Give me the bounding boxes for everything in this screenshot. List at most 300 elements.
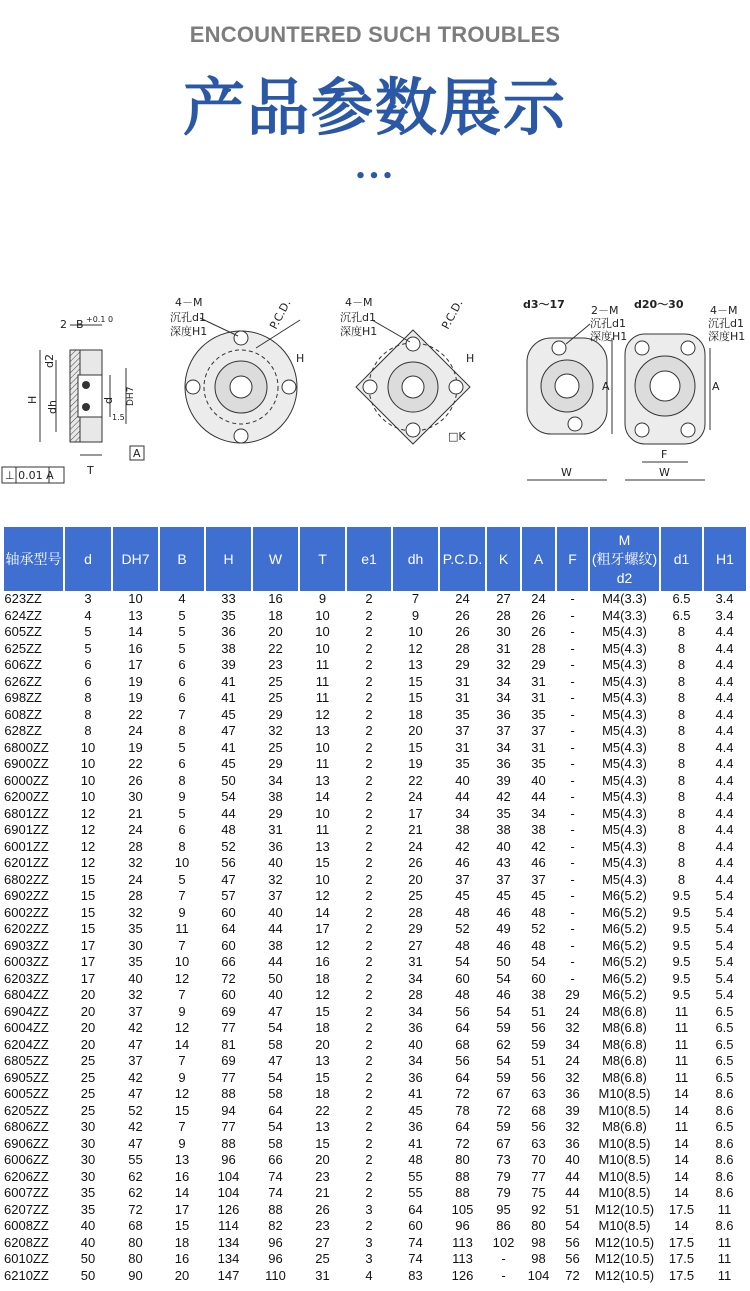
small-m-label: 2－M	[591, 304, 619, 317]
table-cell: 94	[205, 1103, 252, 1120]
large-w-label: W	[659, 466, 670, 479]
table-cell: 9	[159, 1136, 205, 1153]
dots-divider: •••	[354, 166, 396, 187]
table-cell: 5.4	[715, 954, 734, 970]
table-cell: 8.6	[703, 1103, 746, 1120]
table-cell: 4.4	[703, 872, 746, 889]
table-row	[4, 674, 746, 691]
table-cell: 58	[252, 1136, 299, 1153]
table-cell: 90	[112, 1268, 159, 1285]
table-cell: 9.5	[660, 938, 703, 955]
table-cell: 12	[392, 641, 439, 658]
table-cell: 4.4	[715, 789, 734, 805]
table-cell: -	[556, 641, 589, 658]
table-cell: 51	[531, 1053, 546, 1069]
table-cell: M5(4.3)	[602, 822, 647, 838]
table-cell: 15	[392, 674, 439, 691]
table-cell: 88	[221, 1086, 236, 1102]
table-cell: 27	[496, 591, 511, 607]
bearing-model-cell: 6804ZZ	[4, 987, 49, 1003]
table-cell: 47	[221, 723, 236, 739]
table-cell: 40	[521, 773, 556, 790]
table-cell: 64	[455, 1119, 470, 1135]
table-row	[4, 624, 746, 641]
table-cell: 40	[392, 1037, 439, 1054]
table-cell: 20	[64, 1037, 112, 1054]
table-cell: 14	[315, 789, 330, 805]
table-cell: 15	[174, 1218, 190, 1234]
table-cell: 7	[178, 1119, 186, 1135]
table-cell: 16	[315, 954, 330, 970]
table-cell: 2	[346, 740, 392, 757]
table-cell: 8	[660, 707, 703, 724]
table-cell: 19	[408, 756, 423, 772]
table-cell: 14	[674, 1185, 689, 1201]
table-cell: 5	[159, 641, 205, 658]
table-cell: 38	[496, 822, 511, 838]
drawing-canvas	[0, 290, 750, 490]
table-row	[4, 1169, 746, 1186]
square-depth-label: 深度H1	[340, 325, 378, 338]
table-cell: 29	[268, 756, 283, 772]
table-cell: 48	[221, 822, 236, 838]
table-cell: 17	[159, 1202, 205, 1219]
table-cell: 4.4	[703, 674, 746, 691]
table-cell: 2	[365, 756, 373, 772]
table-cell: 5	[84, 624, 92, 640]
table-cell: 25	[64, 1070, 112, 1087]
table-cell: 80	[112, 1235, 159, 1252]
table-cell: 10	[64, 773, 112, 790]
small-flange-drawing	[523, 298, 627, 480]
table-cell: 49	[496, 921, 511, 937]
table-cell: M12(10.5)	[589, 1268, 660, 1285]
table-cell: 31	[299, 1268, 346, 1285]
table-cell: 40	[64, 1235, 112, 1252]
table-cell: 45	[496, 888, 511, 904]
dim-d: d	[102, 397, 115, 404]
table-cell: 40	[80, 1218, 96, 1234]
square-h-label: H	[466, 352, 475, 365]
table-cell: 44	[531, 789, 546, 805]
technical-drawings	[0, 290, 750, 490]
table-cell: 29	[455, 657, 470, 673]
square-pcd-label: P.C.D.	[439, 297, 466, 332]
table-cell: 11	[660, 1070, 703, 1087]
table-cell: 5.4	[703, 905, 746, 922]
table-cell: 72	[439, 1136, 486, 1153]
table-row	[4, 1202, 746, 1219]
table-row	[4, 1070, 746, 1087]
bearing-model-cell: 6210ZZ	[4, 1268, 64, 1285]
table-cell: 33	[221, 591, 236, 607]
square-cb-label: 沉孔d1	[340, 311, 376, 324]
table-cell: 9.5	[672, 954, 691, 970]
table-cell: 66	[268, 1152, 283, 1168]
table-cell: 54	[496, 1053, 511, 1069]
table-cell: 10	[299, 872, 346, 889]
table-cell: 14	[159, 1037, 205, 1054]
table-cell: 104	[205, 1169, 252, 1186]
table-cell: 4.4	[715, 690, 734, 706]
table-cell: 32	[128, 855, 143, 871]
table-cell: 17	[64, 971, 112, 988]
table-row	[4, 1251, 746, 1268]
table-cell: 44	[565, 1185, 580, 1201]
table-cell: 6.5	[715, 1020, 734, 1036]
bearing-model-cell: 625ZZ	[4, 641, 64, 658]
table-cell: 14	[660, 1169, 703, 1186]
table-cell: 20	[315, 1152, 330, 1168]
table-cell: 26	[408, 855, 423, 871]
table-cell: -	[556, 905, 589, 922]
round-cb-label: 沉孔d1	[170, 311, 206, 324]
table-row	[4, 987, 746, 1004]
table-cell: M12(10.5)	[589, 1235, 660, 1252]
table-cell: M5(4.3)	[602, 690, 647, 706]
column-header: B	[159, 527, 205, 591]
table-cell: 45	[205, 707, 252, 724]
column-header: dh	[392, 527, 439, 591]
column-header: DH7	[112, 527, 159, 591]
table-cell: 17.5	[660, 1268, 703, 1285]
table-cell: 17	[392, 806, 439, 823]
table-cell: 42	[496, 789, 511, 805]
table-cell: 104	[217, 1185, 240, 1201]
table-cell: 54	[486, 971, 521, 988]
table-cell: 2	[365, 723, 373, 739]
table-cell: 88	[439, 1169, 486, 1186]
table-cell: M8(6.8)	[602, 1020, 647, 1036]
bearing-model-cell: 6207ZZ	[4, 1202, 64, 1219]
table-cell: M5(4.3)	[589, 707, 660, 724]
table-cell: 32	[268, 723, 283, 739]
table-cell: 40	[112, 971, 159, 988]
table-row	[4, 591, 746, 608]
table-cell: 31	[486, 641, 521, 658]
section-subtitle: ENCOUNTERED SUCH TROUBLES	[189, 22, 561, 47]
table-cell: 37	[128, 1053, 143, 1069]
table-cell: 5	[159, 806, 205, 823]
table-cell: -	[556, 971, 589, 988]
table-cell: 4.4	[703, 839, 746, 856]
table-cell: 60	[205, 905, 252, 922]
table-cell: M5(4.3)	[589, 839, 660, 856]
table-cell: 6.5	[703, 1004, 746, 1021]
table-cell: M10(8.5)	[598, 1185, 651, 1201]
table-cell: 5.4	[703, 971, 746, 988]
table-cell: 11	[315, 756, 330, 772]
column-header-m	[589, 527, 660, 591]
table-row	[4, 707, 746, 724]
table-cell: -	[556, 674, 589, 691]
table-cell: 10	[128, 591, 143, 607]
table-cell: M5(4.3)	[589, 773, 660, 790]
table-cell: 15	[64, 905, 112, 922]
table-cell: 9.5	[672, 921, 691, 937]
table-cell: M12(10.5)	[589, 1202, 660, 1219]
table-cell: 58	[268, 1086, 283, 1102]
table-cell: 31	[531, 690, 546, 706]
table-cell: 24	[128, 822, 143, 838]
table-cell: 15	[315, 855, 330, 871]
table-cell: -	[570, 954, 575, 970]
table-cell: 2	[365, 888, 373, 904]
bearing-model-cell: 6008ZZ	[4, 1218, 49, 1234]
table-cell: 5	[159, 872, 205, 889]
column-header: 轴承型号	[4, 527, 64, 591]
table-cell: 56	[455, 1053, 470, 1069]
table-cell: 10	[64, 740, 112, 757]
table-cell: 10	[174, 855, 190, 871]
table-cell: M4(3.3)	[602, 591, 647, 607]
table-cell: 2	[365, 921, 373, 937]
table-cell: 2	[346, 971, 392, 988]
table-cell: 40	[252, 905, 299, 922]
table-cell: 68	[439, 1037, 486, 1054]
table-row	[4, 872, 746, 889]
table-cell: 22	[299, 1103, 346, 1120]
bearing-model-cell: 6000ZZ	[4, 773, 64, 790]
bearing-model-cell: 6206ZZ	[4, 1169, 64, 1186]
table-row	[4, 1152, 746, 1169]
table-cell: 11	[703, 1235, 746, 1252]
table-cell: 9	[178, 789, 186, 805]
table-cell: 36	[556, 1136, 589, 1153]
table-cell: -	[556, 806, 589, 823]
table-cell: 96	[252, 1235, 299, 1252]
table-cell: 14	[660, 1136, 703, 1153]
bearing-model-cell: 6003ZZ	[4, 954, 49, 970]
table-cell: 39	[486, 773, 521, 790]
table-cell: 56	[531, 1020, 546, 1036]
table-cell: M6(5.2)	[589, 905, 660, 922]
table-cell: 6.5	[660, 608, 703, 625]
table-cell: 13	[174, 1152, 190, 1168]
table-cell: 24	[565, 1053, 580, 1069]
table-cell: 2	[365, 1086, 373, 1102]
round-flange-drawing	[170, 296, 304, 443]
table-cell: 2	[365, 855, 373, 871]
table-cell: 35	[80, 1185, 96, 1201]
table-cell: 36	[496, 756, 511, 772]
table-cell: M5(4.3)	[602, 723, 647, 739]
table-row	[4, 1037, 746, 1054]
table-cell: 11	[315, 657, 330, 673]
table-cell: 17.5	[660, 1202, 703, 1219]
table-cell: 29	[408, 921, 423, 937]
table-cell: 69	[221, 1053, 236, 1069]
table-cell: 32	[565, 1119, 580, 1135]
table-cell: 38	[455, 822, 470, 838]
table-cell: 37	[521, 872, 556, 889]
table-cell: 68	[521, 1103, 556, 1120]
table-cell: 31	[455, 690, 470, 706]
table-row	[4, 789, 746, 806]
table-cell: 52	[455, 921, 470, 937]
table-cell: 2	[365, 1185, 373, 1201]
table-cell: 55	[392, 1169, 439, 1186]
table-cell: 8	[660, 806, 703, 823]
table-cell: 6	[159, 674, 205, 691]
table-cell: 82	[268, 1218, 283, 1234]
table-cell: -	[570, 921, 575, 937]
bearing-model-cell: 6204ZZ	[4, 1037, 64, 1054]
table-cell: 15	[408, 690, 423, 706]
table-cell: 2	[365, 624, 373, 640]
table-cell: -	[570, 855, 575, 871]
table-cell: M8(6.8)	[589, 1037, 660, 1054]
table-cell: 34	[392, 971, 439, 988]
table-cell: 47	[112, 1037, 159, 1054]
table-cell: 13	[408, 657, 423, 673]
table-cell: 52	[112, 1103, 159, 1120]
table-cell: -	[556, 740, 589, 757]
table-cell: 45	[392, 1103, 439, 1120]
table-row	[4, 822, 746, 839]
table-cell: 54	[221, 789, 236, 805]
table-cell: 37	[486, 872, 521, 889]
table-cell: -	[556, 773, 589, 790]
table-cell: 30	[80, 1119, 96, 1135]
table-row	[4, 723, 746, 740]
table-cell: 18	[299, 971, 346, 988]
table-cell: 10	[299, 806, 346, 823]
table-cell: 42	[128, 1119, 143, 1135]
table-cell: 54	[486, 1004, 521, 1021]
table-cell: 9.5	[672, 888, 691, 904]
table-cell: 47	[252, 1004, 299, 1021]
table-cell: 28	[112, 839, 159, 856]
table-cell: 8.6	[715, 1152, 734, 1168]
table-cell: 25	[315, 1251, 330, 1267]
table-row	[4, 954, 746, 971]
header-section	[0, 0, 750, 210]
table-cell: 8	[64, 707, 112, 724]
table-cell: 11	[175, 921, 189, 937]
large-cb-label: 沉孔d1	[708, 317, 744, 330]
bearing-model-cell: 6006ZZ	[4, 1152, 49, 1168]
table-cell: 8	[677, 723, 686, 739]
table-cell: 24	[556, 1004, 589, 1021]
bearing-model-cell: 606ZZ	[4, 657, 42, 673]
table-cell: 15	[80, 888, 96, 904]
table-cell: 60	[521, 971, 556, 988]
table-cell: 2	[365, 690, 373, 706]
table-cell: 147	[205, 1268, 252, 1285]
table-cell: 34	[439, 806, 486, 823]
table-cell: 34	[521, 806, 556, 823]
table-cell: 40	[486, 839, 521, 856]
table-cell: 2	[365, 987, 373, 1003]
table-cell: 9.5	[660, 905, 703, 922]
table-cell: 56	[439, 1004, 486, 1021]
table-cell: 17	[64, 938, 112, 955]
table-cell: 96	[455, 1218, 470, 1234]
table-cell: -	[570, 657, 575, 673]
table-cell: 6	[178, 822, 186, 838]
table-cell: 50	[496, 954, 511, 970]
table-cell: 27	[299, 1235, 346, 1252]
table-cell: 37	[112, 1004, 159, 1021]
table-cell: 51	[556, 1202, 589, 1219]
table-cell: 11	[703, 1202, 746, 1219]
table-cell: 38	[205, 641, 252, 658]
table-cell: 96	[221, 1152, 236, 1168]
table-cell: 62	[128, 1185, 143, 1201]
table-cell: 37	[531, 723, 546, 739]
table-cell: 17	[128, 657, 143, 673]
table-cell: 68	[128, 1218, 143, 1234]
table-cell: 20	[80, 987, 96, 1003]
table-cell: M6(5.2)	[589, 938, 660, 955]
table-cell: 41	[205, 674, 252, 691]
table-cell: 20	[80, 1020, 96, 1036]
table-cell: 75	[531, 1185, 546, 1201]
table-cell: 31	[439, 740, 486, 757]
table-cell: 36	[252, 839, 299, 856]
column-header: e1	[346, 527, 392, 591]
table-cell: 6	[178, 657, 186, 673]
table-cell: 24	[128, 723, 143, 739]
table-cell: 7	[178, 888, 186, 904]
table-cell: 60	[221, 987, 236, 1003]
table-cell: M5(4.3)	[589, 872, 660, 889]
table-cell: 12	[159, 971, 205, 988]
bearing-model-cell: 6007ZZ	[4, 1185, 49, 1201]
table-cell: 40	[268, 987, 283, 1003]
table-cell: 6	[64, 674, 112, 691]
table-cell: 2	[346, 806, 392, 823]
square-k-label: □K	[448, 430, 466, 443]
table-cell: 96	[268, 1251, 283, 1267]
table-cell: M6(5.2)	[602, 888, 647, 904]
table-cell: 48	[439, 938, 486, 955]
table-cell: M6(5.2)	[602, 921, 647, 937]
table-cell: M5(4.3)	[602, 657, 647, 673]
table-cell: 26	[299, 1202, 346, 1219]
table-cell: 32	[556, 1070, 589, 1087]
table-cell: 42	[112, 1070, 159, 1087]
table-cell: 3	[84, 591, 92, 607]
table-cell: 8	[677, 822, 686, 838]
table-cell: 22	[392, 773, 439, 790]
table-cell: 63	[521, 1136, 556, 1153]
table-cell: 64	[221, 921, 236, 937]
table-cell: 32	[128, 987, 143, 1003]
table-cell: 4.4	[715, 657, 734, 673]
bearing-model-cell: 6005ZZ	[4, 1086, 49, 1102]
table-cell: 13	[315, 723, 330, 739]
table-cell: 28	[408, 987, 423, 1003]
table-cell: M10(8.5)	[598, 1086, 651, 1102]
table-cell: -	[486, 1268, 521, 1285]
table-cell: 16	[112, 641, 159, 658]
table-cell: 34	[556, 1037, 589, 1054]
table-cell: 15	[64, 872, 112, 889]
table-cell: 20	[299, 1037, 346, 1054]
table-cell: 15	[299, 1004, 346, 1021]
flatness-tolerance: ⊥ 0.01 A	[5, 469, 54, 482]
table-cell: 8.6	[715, 1218, 734, 1234]
table-cell: 12	[315, 888, 330, 904]
table-cell: 6	[178, 756, 186, 772]
table-cell: 18	[252, 608, 299, 625]
table-cell: 72	[205, 971, 252, 988]
table-cell: 83	[392, 1268, 439, 1285]
bearing-model-cell: 6900ZZ	[4, 756, 49, 772]
table-cell: -	[556, 608, 589, 625]
